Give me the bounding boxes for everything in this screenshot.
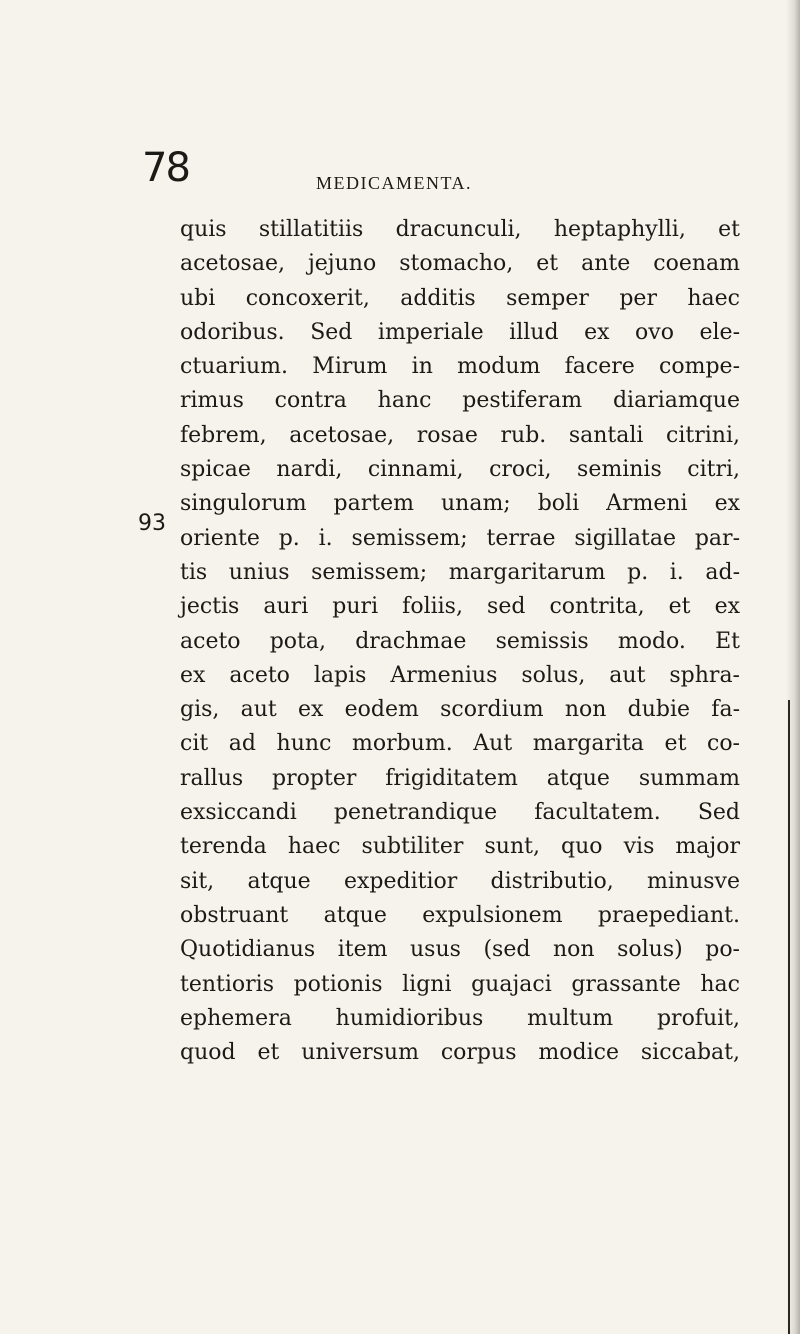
text-line: quis stillatitiis dracunculi, heptaphylli, et (180, 217, 740, 242)
text-line: rallus propter frigiditatem atque summam (180, 765, 740, 791)
text-line: ctuarium. Mirum in modum facere compe- (180, 354, 740, 380)
text-line: exsiccandi penetrandique facultatem. Sed (180, 800, 740, 826)
text-line: jectis auri puri foliis, sed contrita, et ex (180, 594, 740, 620)
text-line: spicae nardi, cinnami, croci, seminis citri, (180, 457, 740, 483)
text-line: singulorum partem unam; boli Armeni ex (180, 491, 740, 517)
text-line: oriente p. i. semissem; terrae sigillatae par- (180, 525, 740, 551)
text-line: terenda haec subtiliter sunt, quo vis major (180, 834, 740, 860)
body-text (180, 213, 740, 1070)
text-line: tentioris potionis ligni guajaci grassante hac (180, 971, 740, 997)
text-line: febrem, acetosae, rosae rub. santali citrini, (180, 422, 740, 448)
running-head: MEDICAMENTA. (316, 173, 473, 193)
text-line: obstruant atque expulsionem praepediant. (180, 902, 740, 928)
text-line: ephemera humidioribus multum profuit, (180, 1005, 740, 1031)
text-line: cit ad hunc morbum. Aut margarita et co- (180, 731, 740, 757)
text-line: Quotidianus item usus (sed non solus) po- (180, 937, 740, 963)
text-line: odoribus. Sed imperiale illud ex ovo ele- (180, 319, 740, 345)
text-line: ex aceto lapis Armenius solus, aut sphra- (180, 662, 740, 688)
text-line: rimus contra hanc pestiferam diariamque (180, 388, 740, 414)
text-line: sit, atque expeditior distributio, minusve (180, 868, 740, 894)
text-line: aceto pota, drachmae semissis modo. Et (180, 628, 740, 654)
text-line: quod et universum corpus modice siccabat, (180, 1040, 740, 1066)
text-line: gis, aut ex eodem scordium non dubie fa- (180, 697, 740, 723)
text-line: ubi concoxerit, additis semper per haec (180, 285, 740, 311)
margin-section-number: 93 (138, 511, 166, 536)
text-line: tis unius semissem; margaritarum p. i. ad- (180, 559, 740, 585)
page-edge-line (788, 700, 790, 1334)
page-number: 78 (142, 145, 189, 191)
text-line: acetosae, jejuno stomacho, et ante coenam (180, 251, 740, 277)
